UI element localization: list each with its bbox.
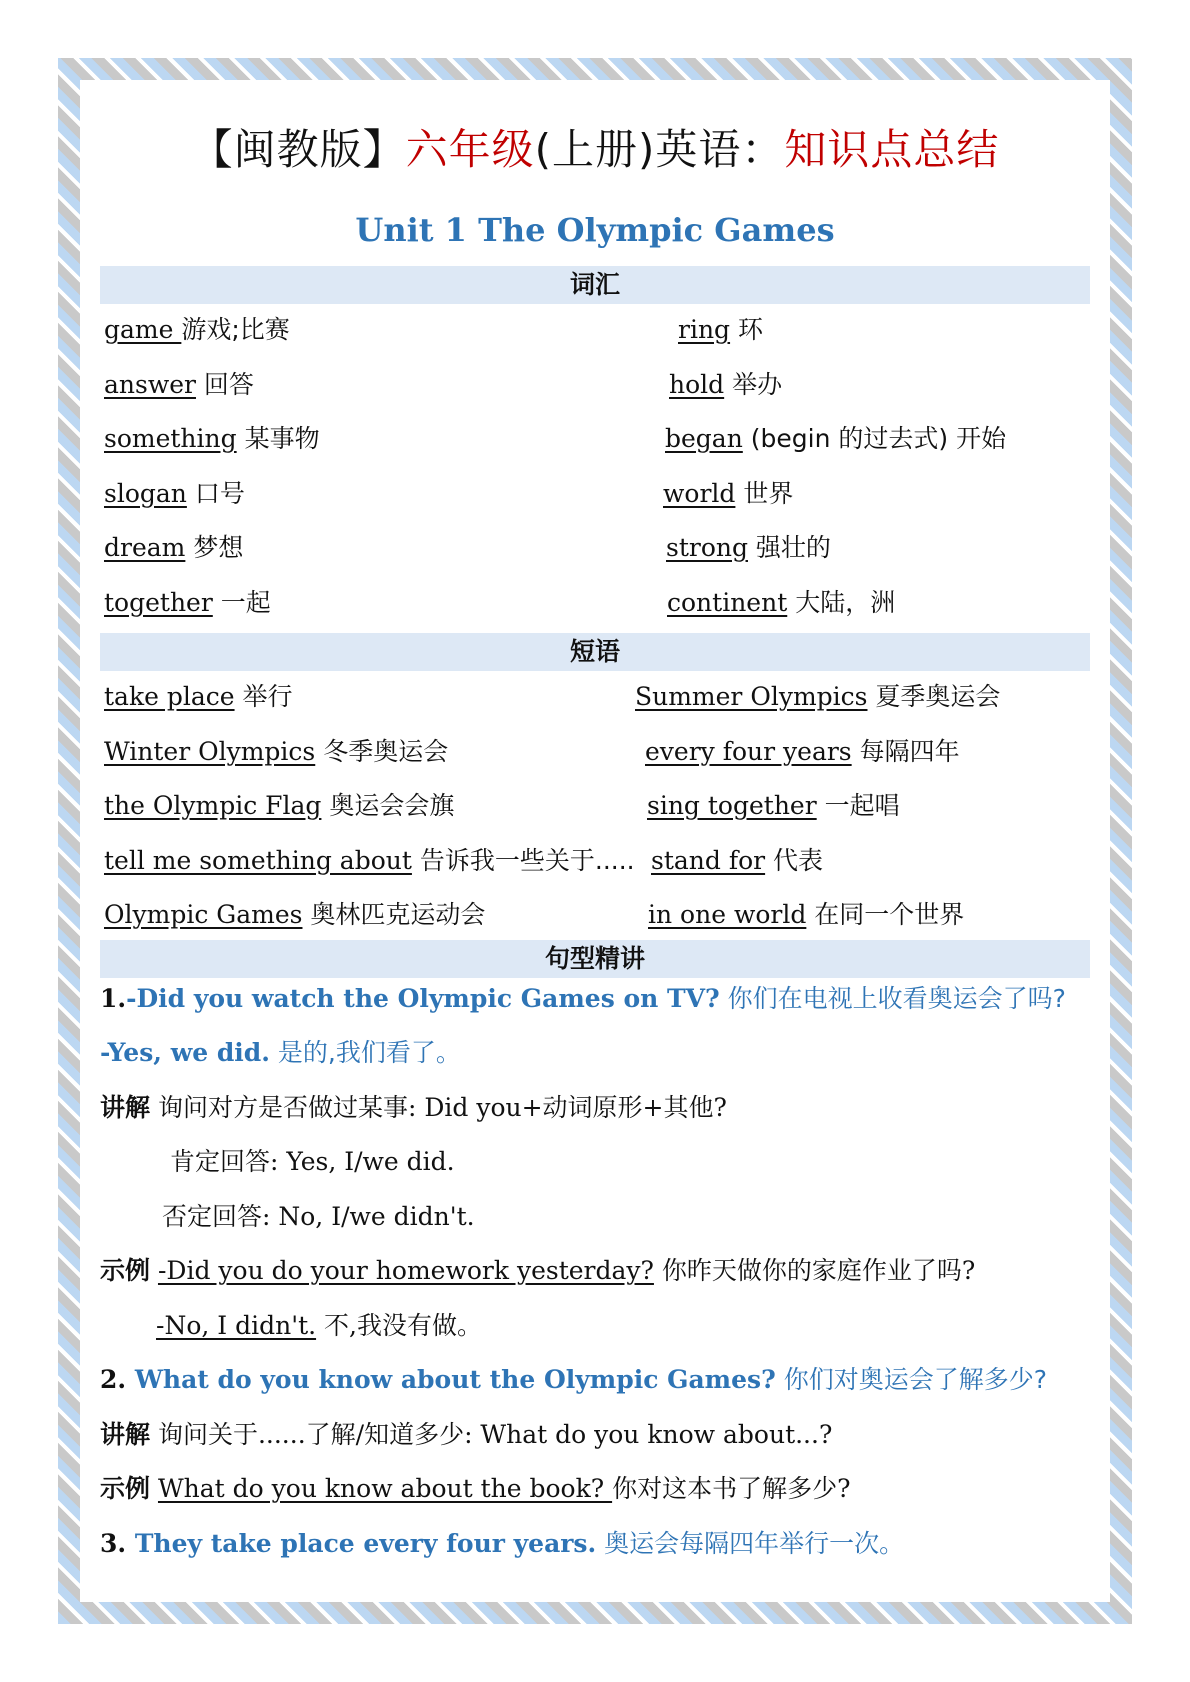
- left-term: [104, 841, 635, 877]
- left-term-cn: 冬季奥运会: [315, 736, 449, 766]
- left-term-cn: 游戏;比赛: [181, 315, 290, 344]
- s1-example: [100, 1244, 1090, 1299]
- left-term: [104, 786, 454, 822]
- right-term: [648, 895, 964, 931]
- right-term-en: every four years: [645, 736, 852, 766]
- phrase-row: [100, 780, 1090, 835]
- right-term-cn: 环: [730, 315, 764, 344]
- phrase-row: [100, 726, 1090, 781]
- s1-example-label: 示例: [100, 1256, 151, 1285]
- s1-example-en: -Did you do your homework yesterday?: [157, 1256, 654, 1285]
- right-term: [666, 528, 831, 564]
- vocab-row: [100, 413, 1090, 468]
- left-term: [104, 583, 271, 619]
- s1-question-en: -Did you watch the Olympic Games on TV?: [126, 983, 720, 1013]
- s1-explain-text: 询问对方是否做过某事: Did you+动词原形+其他?: [150, 1092, 727, 1122]
- unit-title: Unit 1 The Olympic Games: [355, 211, 835, 249]
- left-term-en: tell me something about: [104, 845, 412, 875]
- s2-example-en: What do you know about the book?: [157, 1474, 613, 1503]
- s1-explain-label: 讲解: [100, 1092, 151, 1122]
- right-term-cn: 大陆，洲: [787, 587, 896, 617]
- s2-example-label: 示例: [100, 1474, 151, 1503]
- left-term-cn: 一起: [212, 587, 271, 617]
- phrase-row: [100, 671, 1090, 726]
- section-header-vocab: 词汇: [100, 266, 1090, 304]
- right-term-cn: 举办: [724, 369, 783, 399]
- right-term: [663, 474, 793, 510]
- left-term-en: slogan: [104, 478, 187, 508]
- s3-question: [100, 1517, 1090, 1572]
- page-title: [100, 120, 1090, 180]
- section-header-phrases: 短语: [100, 633, 1090, 671]
- title-part-2: 六年级: [405, 125, 535, 174]
- s2-question-cn: 你们对奥运会了解多少?: [775, 1365, 1047, 1394]
- s2-example-cn: 你对这本书了解多少?: [612, 1474, 851, 1503]
- left-term-en: dream: [104, 533, 186, 562]
- s1-example-answer: [100, 1299, 1090, 1354]
- left-term-cn: 梦想: [185, 533, 244, 562]
- left-term-cn: 奥运会会旗: [321, 791, 455, 820]
- phrase-list: [100, 671, 1090, 944]
- left-term-cn: 某事物: [236, 424, 320, 453]
- right-term: [645, 732, 960, 768]
- left-term-en: take place: [104, 682, 235, 711]
- s1-answer-cn: 是的,我们看了。: [269, 1038, 461, 1067]
- right-term-en: in one world: [648, 900, 807, 929]
- left-term: [104, 474, 245, 510]
- left-term-cn: 告诉我一些关于.....: [411, 845, 635, 875]
- left-term-cn: 回答: [195, 369, 254, 399]
- s1-positive: 肯定回答: Yes, I/we did.: [170, 1147, 455, 1176]
- left-term: [104, 732, 448, 768]
- left-term-en: Olympic Games: [104, 900, 303, 929]
- sentence-section: [100, 972, 1090, 1572]
- right-term-cn: 每隔四年: [851, 736, 960, 766]
- s1-example-answer-en: -No, I didn't.: [156, 1310, 317, 1340]
- left-term-en: the Olympic Flag: [104, 791, 322, 820]
- right-term: [651, 841, 823, 877]
- s1-example-cn: 你昨天做你的家庭作业了吗?: [653, 1256, 976, 1285]
- document-content: [100, 110, 1090, 1571]
- right-term-en: strong: [666, 533, 748, 562]
- left-term-en: something: [104, 424, 237, 453]
- title-part-3: (上册)英语：: [534, 125, 785, 174]
- left-term: [104, 310, 290, 346]
- s3-question-cn: 奥运会每隔四年举行一次。: [596, 1528, 905, 1558]
- left-term-en: answer: [104, 369, 196, 399]
- right-term-en: world: [663, 478, 736, 508]
- right-term-cn: 在同一个世界: [806, 900, 965, 929]
- s2-explain: [100, 1408, 1090, 1463]
- vocab-row: [100, 522, 1090, 577]
- right-term: [669, 365, 782, 401]
- left-term: [104, 677, 293, 713]
- right-term-en: stand for: [651, 845, 766, 875]
- s2-example: [100, 1462, 1090, 1517]
- vocab-row: [100, 468, 1090, 523]
- s1-explain: [100, 1081, 1090, 1136]
- s2-explain-text: 询问关于......了解/知道多少: What do you know about...?: [150, 1419, 833, 1449]
- s2-explain-label: 讲解: [100, 1419, 151, 1449]
- right-term-en: continent: [667, 587, 788, 617]
- vocab-row: [100, 577, 1090, 632]
- s2-question: [100, 1353, 1090, 1408]
- s1-number: 1.: [100, 983, 127, 1013]
- s3-number: 3.: [100, 1528, 127, 1558]
- s1-example-answer-cn: 不,我没有做。: [316, 1310, 482, 1340]
- right-term-cn: 代表: [765, 845, 824, 875]
- left-term: [104, 419, 320, 455]
- right-term: [665, 419, 1006, 455]
- s1-question: [100, 972, 1090, 1027]
- left-term-en: together: [104, 587, 213, 617]
- right-term-en: began: [665, 424, 743, 453]
- phrase-row: [100, 835, 1090, 890]
- right-term: [635, 677, 1000, 713]
- right-term-cn: 一起唱: [816, 791, 900, 820]
- s1-answer-en: -Yes, we did.: [100, 1038, 270, 1067]
- s1-question-cn: 你们在电视上收看奥运会了吗?: [719, 983, 1066, 1013]
- right-term-cn: (begin 的过去式) 开始: [742, 424, 1007, 453]
- left-term-cn: 奥林匹克运动会: [302, 900, 486, 929]
- title-part-4: 知识点总结: [784, 125, 1000, 174]
- left-term-en: Winter Olympics: [104, 736, 316, 766]
- title-part-1: 【闽教版】: [190, 125, 406, 174]
- right-term-cn: 世界: [735, 478, 794, 508]
- s1-negative: 否定回答: No, I/we didn't.: [162, 1201, 475, 1231]
- right-term-en: hold: [669, 369, 725, 399]
- left-term-cn: 口号: [186, 478, 245, 508]
- left-term: [104, 895, 485, 931]
- right-term-cn: 强壮的: [747, 533, 831, 562]
- right-term: [678, 310, 763, 346]
- s2-question-en: What do you know about the Olympic Games?: [126, 1365, 776, 1394]
- section-header-sentences: 句型精讲: [100, 940, 1090, 978]
- right-term-en: ring: [678, 315, 731, 344]
- right-term: [667, 583, 895, 619]
- s2-number: 2.: [100, 1365, 127, 1394]
- right-term-en: sing together: [647, 791, 817, 820]
- vocab-row: [100, 359, 1090, 414]
- right-term: [647, 786, 900, 822]
- right-term-cn: 夏季奥运会: [867, 682, 1001, 711]
- s3-question-en: They take place every four years.: [126, 1528, 597, 1558]
- left-term-en: game: [104, 315, 182, 344]
- right-term-en: Summer Olympics: [635, 682, 868, 711]
- left-term: [104, 365, 254, 401]
- left-term: [104, 528, 243, 564]
- vocab-row: [100, 304, 1090, 359]
- vocab-list: [100, 304, 1090, 631]
- left-term-cn: 举行: [234, 682, 293, 711]
- phrase-row: [100, 889, 1090, 944]
- s1-answer: [100, 1026, 1090, 1081]
